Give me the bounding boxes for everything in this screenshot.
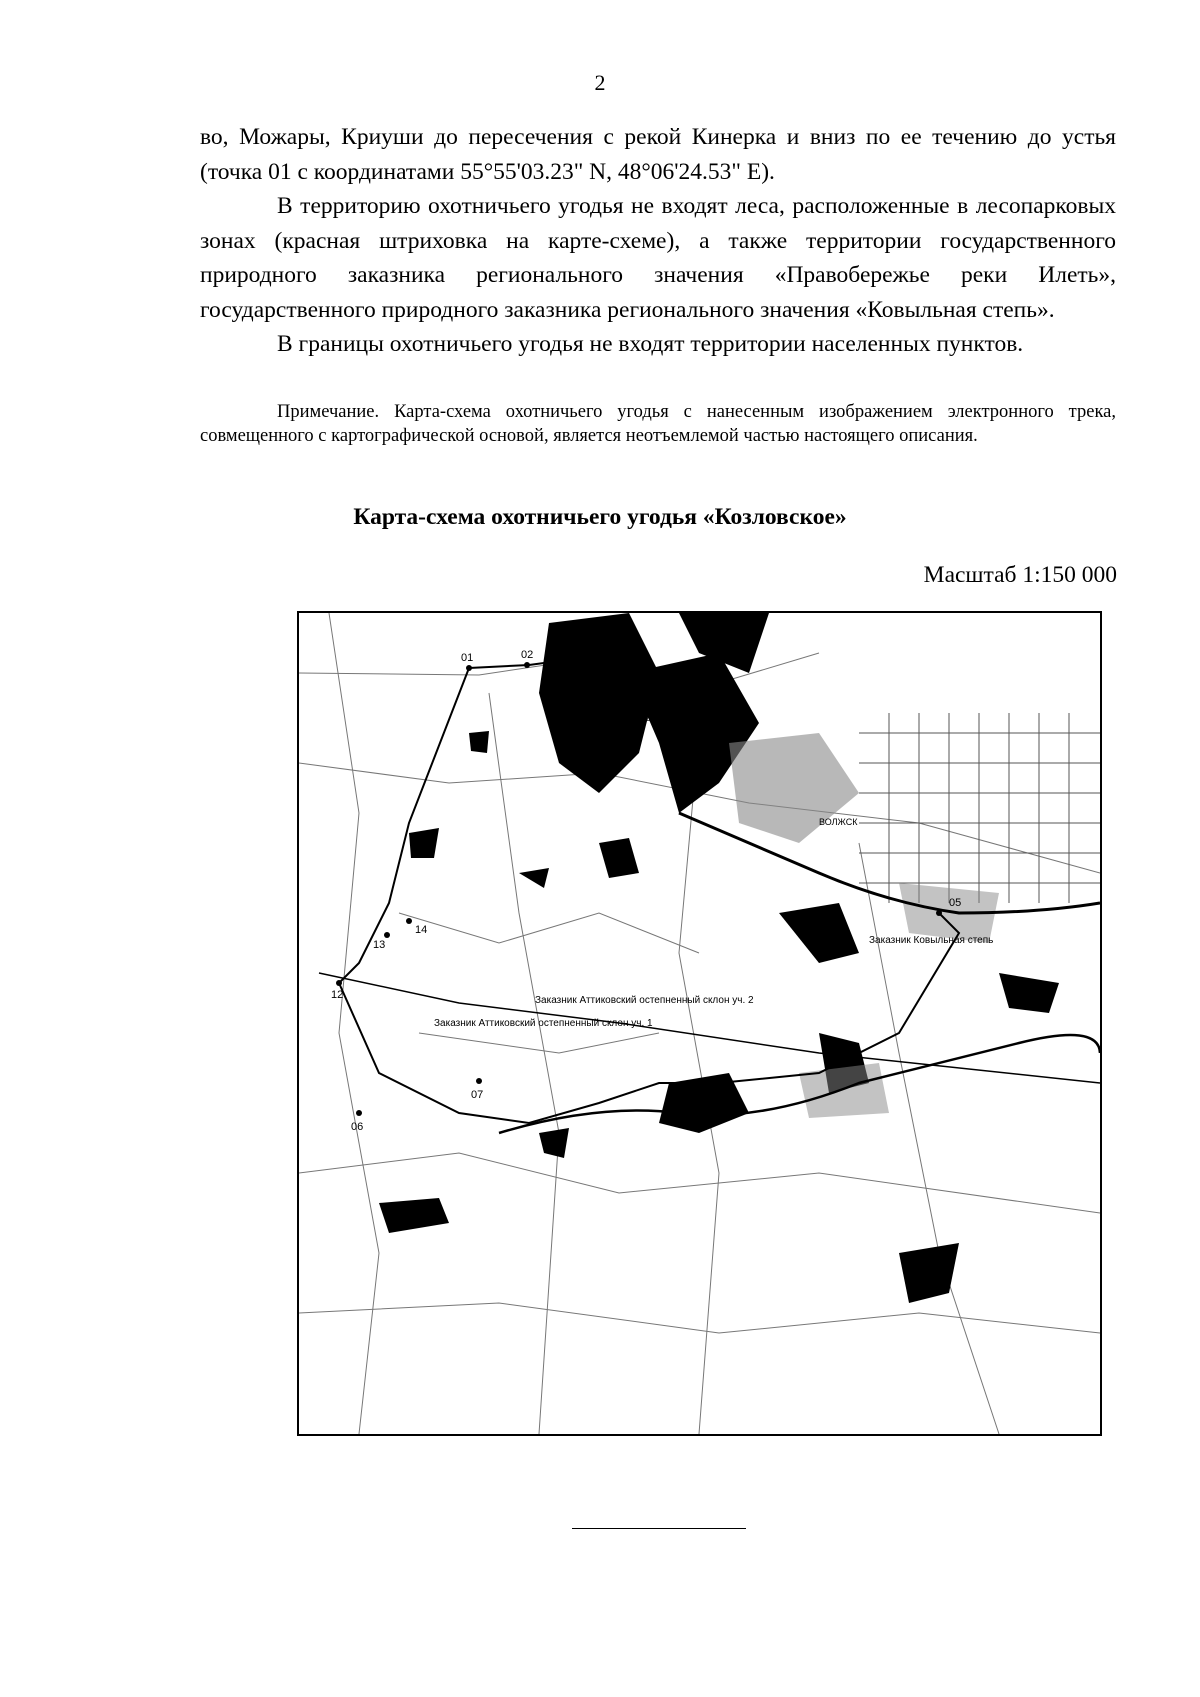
note-text: Примечание. Карта-схема охотничьего угодья с нанесенным изображением электронного трека, совмещенного с картографической основой, является неотъемлемой частью настоящего описания. xyxy=(200,402,1116,446)
paragraph-settlements: В границы охотничьего угодья не входят территории населенных пунктов. xyxy=(277,331,1024,357)
paragraph-continuation: во, Можары, Криуши до пересечения с рекой Кинерка и вниз по ее течению до устья (точка 01 с координатами 55°55'03.23" N, 48°06'24.53" E). xyxy=(200,124,1116,185)
map-figure xyxy=(297,611,1102,1436)
reserve-label: Заказник Аттиковский остепненный склон уч. 2 xyxy=(535,995,754,1006)
paragraph-exclusions: В территорию охотничьего угодья не входят леса, расположенные в лесопарковых зонах (красная штриховка на карте-схеме), а также территории государственного природного заказника регионального значения «Правобережье реки Илеть», государственного природного заказника регионального значения «Ковыльная степь». xyxy=(200,193,1116,323)
shaded-areas xyxy=(729,733,999,1118)
map-image xyxy=(299,613,1100,1434)
point-label: 02 xyxy=(521,649,534,661)
map-scale: Масштаб 1:150 000 xyxy=(923,562,1117,588)
point-label: 12 xyxy=(331,989,344,1001)
reserve-label: Заказник Аттиковский остепненный склон уч. 1 xyxy=(434,1018,653,1029)
point-label: 14 xyxy=(415,924,428,936)
point-label: 07 xyxy=(471,1089,484,1101)
point-marker xyxy=(336,980,342,986)
point-marker xyxy=(936,910,942,916)
point-label: 13 xyxy=(373,939,386,951)
reserve-label: Заказник Правобережье реки Илеть xyxy=(589,713,757,724)
point-marker xyxy=(384,932,390,938)
point-label: 05 xyxy=(949,897,962,909)
map-title: Карта-схема охотничьего угодья «Козловское» xyxy=(353,504,847,530)
body-text xyxy=(200,120,1116,362)
point-label: 01 xyxy=(461,652,474,664)
point-marker xyxy=(476,1078,482,1084)
city-grid xyxy=(859,713,1100,903)
point-label: 06 xyxy=(351,1121,364,1133)
footer-divider xyxy=(572,1528,746,1529)
point-marker xyxy=(524,662,530,668)
page-number: 2 xyxy=(594,70,606,95)
note xyxy=(200,400,1116,448)
reserve-label: Заказник Ковыльная степь xyxy=(869,935,994,946)
point-marker xyxy=(356,1110,362,1116)
point-marker xyxy=(466,665,472,671)
city-label: ВОЛЖСК xyxy=(819,817,858,827)
point-marker xyxy=(406,918,412,924)
